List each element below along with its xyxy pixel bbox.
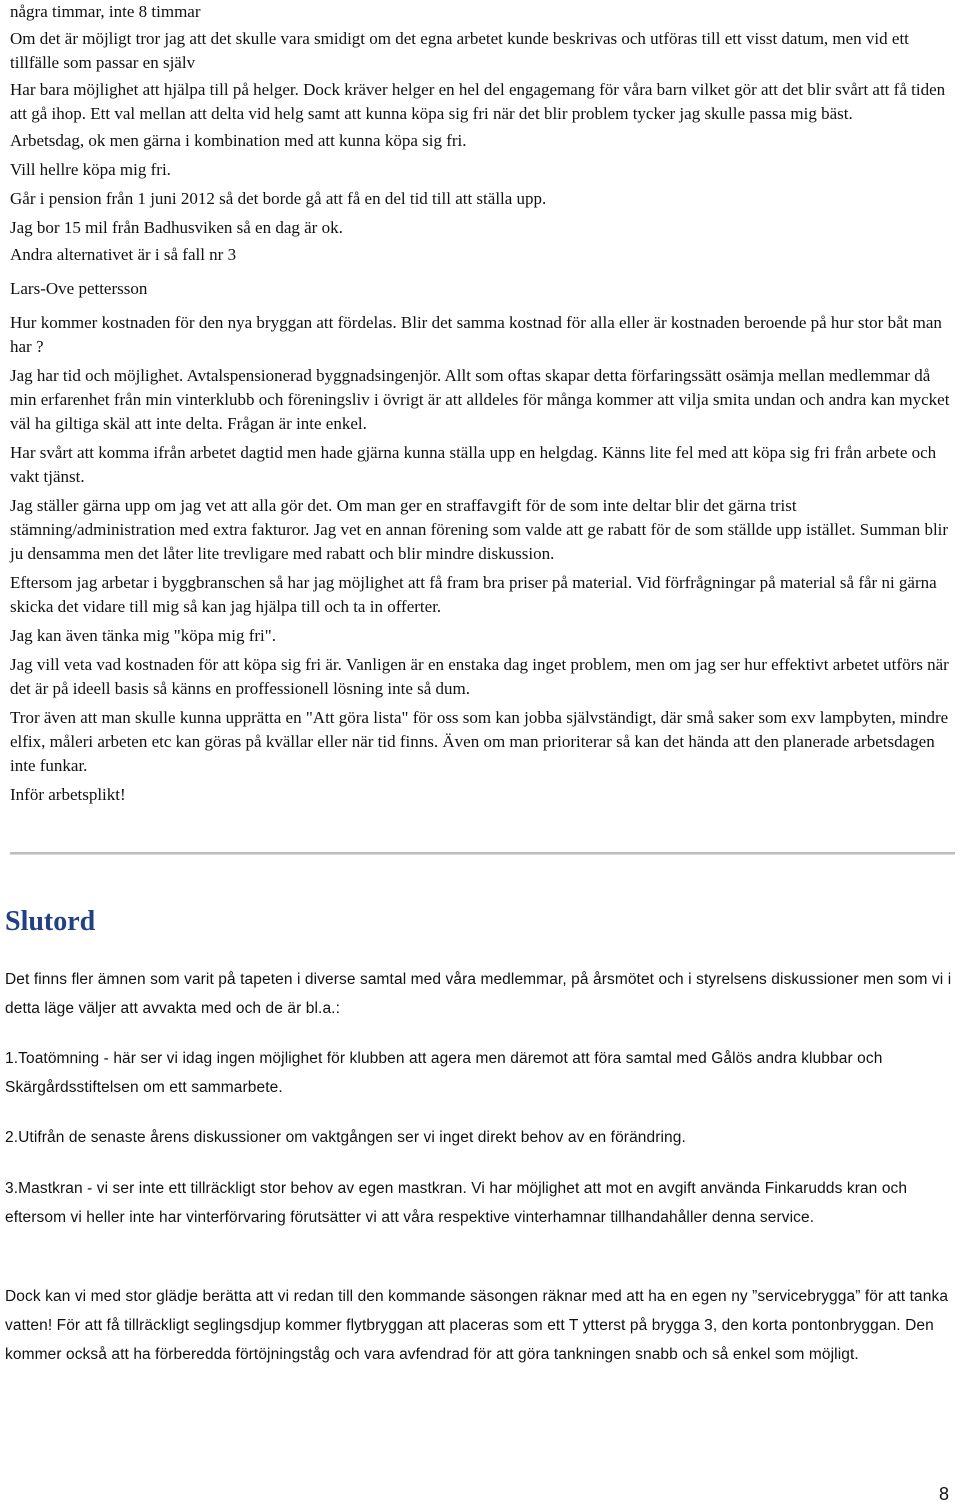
response-16: Jag vill veta vad kostnaden för att köpa sig fri är. Vanligen är en enstaka dag inget problem, men om jag ser hur effektivt arbetet utförs när det är på ideell basis så känns en proffessionell lösning inte så dum. bbox=[10, 655, 949, 698]
response-9: Lars-Ove pettersson bbox=[10, 279, 148, 298]
response-12: Har svårt att komma ifrån arbetet dagtid men hade gjärna kunna ställa upp en helgdag. Känns lite fel med att köpa sig fri från arbete och vakt tjänst. bbox=[10, 443, 937, 486]
response-2: Om det är möjligt tror jag att det skulle vara smidigt om det egna arbetet kunde beskrivas och utföras till ett visst datum, men vid ett tillfälle som passar en själv bbox=[10, 29, 909, 72]
page-number: 8 bbox=[938, 1484, 949, 1504]
response-4: Arbetsdag, ok men gärna i kombination med att kunna köpa sig fri. bbox=[10, 131, 467, 150]
response-1: några timmar, inte 8 timmar bbox=[10, 2, 201, 21]
response-8: Andra alternativet är i så fall nr 3 bbox=[10, 245, 237, 264]
response-17: Tror även att man skulle kunna upprätta en "Att göra lista" för oss som kan jobba självständigt, där små saker som exv lampbyten, mindre elfix, måleri arbeten etc kan göras på kvällar eller när tid finns. Även om man prioriterar så kan det hända att den planerade arbetsdagen inte funkar. bbox=[10, 708, 949, 775]
response-14: Eftersom jag arbetar i byggbranschen så har jag möjlighet att få fram bra priser på material. Vid förfrågningar på material så får ni gärna skicka det vidare till mig så kan jag hjälpa till och ta in offerter. bbox=[10, 573, 937, 616]
response-7: Jag bor 15 mil från Badhusviken så en dag är ok. bbox=[10, 218, 343, 237]
slutord-item-3: 3.Mastkran - vi ser inte ett tillräckligt stor behov av egen mastkran. Vi har möjlighet att mot en avgift använda Finkarudds kran och eftersom vi heller inte har vinterförvaring förutsätter vi att våra respektive vinterhamnar tillhandahåller denna service. bbox=[5, 1180, 908, 1226]
response-10: Hur kommer kostnaden för den nya bryggan att fördelas. Blir det samma kostnad för alla eller är kostnaden beroende på hur stor båt man har ? bbox=[10, 313, 942, 356]
slutord-intro: Det finns fler ämnen som varit på tapeten i diverse samtal med våra medlemmar, på årsmötet och i styrelsens diskussioner men som vi i detta läge väljer att avvakta med och de är bl.a.: bbox=[5, 971, 952, 1017]
slutord-item-1: 1.Toatömning - här ser vi idag ingen möjlighet för klubben att agera men däremot att föra samtal med Gålös andra klubbar och Skärgårdsstiftelsen om ett sammarbete. bbox=[5, 1050, 883, 1096]
response-11: Jag har tid och möjlighet. Avtalspensionerad byggnadsingenjör. Allt som oftas skapar detta förfaringssätt osämja mellan medlemmar då min erfarenhet från min vinterklubb och föreningsliv i övrigt är att alldeles för många kommer att vilja smita undan och andra kan mycket väl ha giltiga skäl att inte delta. Frågan är inte enkel. bbox=[10, 366, 950, 433]
response-13: Jag ställer gärna upp om jag vet att alla gör det. Om man ger en straffavgift för de som inte deltar blir det gärna trist stämning/administration med extra fakturor. Jag vet en annan förening som valde att ge rabatt för de som ställde upp istället. Summan blir ju densamma men det låter lite trevligare med rabatt och blir mindre diskussion. bbox=[10, 496, 949, 563]
slutord-heading: Slutord bbox=[5, 906, 96, 937]
response-5: Vill hellre köpa mig fri. bbox=[10, 160, 171, 179]
response-6: Går i pension från 1 juni 2012 så det borde gå att få en del tid till att ställa upp. bbox=[10, 189, 547, 208]
response-18: Inför arbetsplikt! bbox=[10, 785, 126, 804]
response-3: Har bara möjlighet att hjälpa till på helger. Dock kräver helger en hel del engagemang för våra barn vilket gör att det blir svårt att få tiden att gå ihop. Ett val mellan att delta vid helg samt att kunna köpa sig fri när det blir problem tycker jag skulle passa mig bäst. bbox=[10, 80, 946, 123]
slutord-item-2: 2.Utifrån de senaste årens diskussioner om vaktgången ser vi inget direkt behov av en förändring. bbox=[5, 1129, 686, 1146]
section-divider bbox=[10, 852, 955, 854]
survey-responses bbox=[10, 0, 955, 812]
slutord-closing: Dock kan vi med stor glädje berätta att vi redan till den kommande säsongen räknar med att ha en egen ny ”servicebrygga” för att tanka vatten! För att få tillräckligt seglingsdjup kommer flytbryggan att placeras som ett T ytterst på brygga 3, den korta pontonbryggan. Den kommer också att ha förberedda förtöjningståg och vara avfendrad för att göra tankningen snabb och så enkel som möjligt. bbox=[5, 1288, 949, 1363]
response-15: Jag kan även tänka mig "köpa mig fri". bbox=[10, 626, 276, 645]
